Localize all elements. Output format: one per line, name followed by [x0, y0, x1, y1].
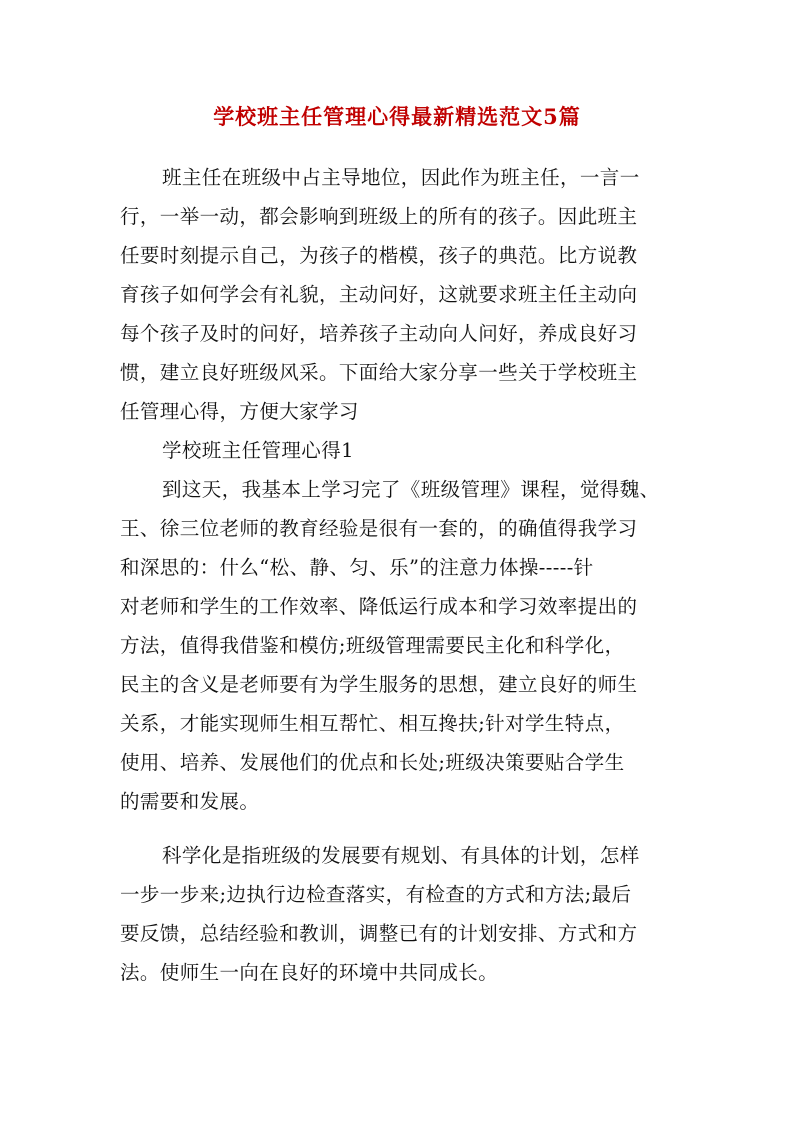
paragraph-line: 王、徐三位老师的教育经验是很有一套的，的确值得我学习 — [120, 517, 638, 540]
paragraph-line: 惯，建立良好班级风采。下面给大家分享一些关于学校班主 — [120, 361, 638, 384]
paragraph-line: 一步一步来;边执行边检查落实，有检查的方式和方法;最后 — [120, 883, 632, 906]
paragraph-line: 班主任在班级中占主导地位，因此作为班主任，一言一 — [162, 166, 640, 189]
paragraph-line: 法。使师生一向在良好的环境中共同成长。 — [120, 961, 499, 984]
paragraph-line: 民主的含义是老师要有为学生服务的思想，建立良好的师生 — [120, 673, 638, 696]
paragraph-line: 的需要和发展。 — [120, 790, 260, 813]
document-title: 学校班主任管理心得最新精选范文5篇 — [213, 104, 581, 129]
section-heading: 学校班主任管理心得1 — [162, 439, 354, 462]
paragraph-line: 到这天，我基本上学习完了《班级管理》课程，觉得魏、 — [162, 478, 660, 501]
paragraph-line: 要反馈，总结经验和教训，调整已有的计划安排、方式和方 — [120, 922, 638, 945]
paragraph-line: 育孩子如何学会有礼貌，主动问好，这就要求班主任主动向 — [120, 283, 638, 306]
paragraph-line: 任要时刻提示自己，为孩子的楷模，孩子的典范。比方说教 — [120, 244, 638, 267]
paragraph-line: 任管理心得，方便大家学习 — [120, 400, 359, 423]
paragraph-line: 关系，才能实现师生相互帮忙、相互搀扶;针对学生特点， — [120, 712, 625, 735]
paragraph-line: 对老师和学生的工作效率、降低运行成本和学习效率提出的 — [120, 595, 638, 618]
paragraph-line: 方法，值得我借鉴和模仿;班级管理需要民主化和科学化， — [120, 634, 625, 657]
paragraph-line: 行，一举一动，都会影响到班级上的所有的孩子。因此班主 — [120, 205, 638, 228]
paragraph-line: 和深思的：什么“松、静、匀、乐”的注意力体操-----针 — [120, 556, 594, 579]
paragraph-line: 使用、培养、发展他们的优点和长处;班级决策要贴合学生 — [120, 751, 625, 774]
paragraph-line: 科学化是指班级的发展要有规划、有具体的计划，怎样 — [162, 844, 640, 867]
paragraph-line: 每个孩子及时的问好，培养孩子主动向人问好，养成良好习 — [120, 322, 638, 345]
